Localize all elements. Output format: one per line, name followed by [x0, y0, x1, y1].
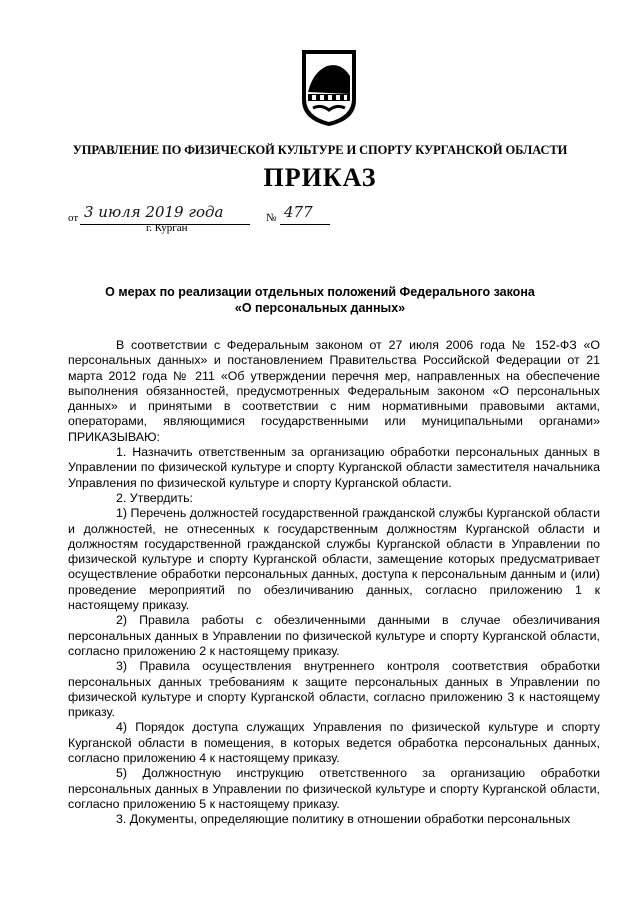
paragraph-subitem-1: 1) Перечень должностей государственной гражданской службы Курганской области и должностей, не отнесенных к государственным должностям Курганской области и должностям государственной гражданской службы Курганской области в Управлении по физической культуре и спорту Курганской области, замещение которых предусматривает осуществление обработки персональных данных, доступа к персональным данным и (или) проведение мероприятий по обезличиванию данных, согласно приложению 1 к настоящему приказу. — [68, 506, 600, 613]
document-type: ПРИКАЗ — [263, 163, 377, 192]
paragraph-subitem-3: 3) Правила осуществления внутреннего контроля соответствия обработки персональных данных требованиям к защите персональных данных в Управлении по физической культуре и спорту Курганской области, согласно приложению 3 к настоящему приказу. — [68, 659, 600, 720]
date-number-line — [68, 205, 358, 227]
agency-name: УПРАВЛЕНИЕ ПО ФИЗИЧЕСКОЙ КУЛЬТУРЕ И СПОРТУ КУРГАНСКОЙ ОБЛАСТИ — [72, 143, 568, 157]
number-underline — [280, 224, 330, 225]
number-label: № — [266, 212, 277, 224]
paragraph-item-1: 1. Назначить ответственным за организацию обработки персональных данных в Управлении по физической культуре и спорту Курганской области заместителя начальника Управления по физической культуре и спорту Курганской области. — [68, 445, 600, 490]
date-from-label: от — [68, 212, 79, 224]
paragraph-subitem-2: 2) Правила работы с обезличенными данными в случае обезличивания персональных данных в Управлении по физической культуре и спорту Курганской области, согласно приложению 2 к настоящему приказу. — [68, 613, 600, 658]
coat-of-arms-emblem — [299, 48, 359, 128]
paragraph-subitem-5: 5) Должностную инструкцию ответственного за организацию обработки персональных данных в Управлении по физической культуре и спорту Курганской области, согласно приложению 5 к настоящему приказу. — [68, 766, 600, 811]
city-label: г. Курган — [146, 222, 188, 234]
paragraph-subitem-4: 4) Порядок доступа служащих Управления по физической культуре и спорту Курганской области в помещения, в которых ведется обработка персональных данных, согласно приложению 4 к настоящему приказу. — [68, 720, 600, 766]
paragraph-preamble: В соответствии с Федеральным законом от 27 июля 2006 года № 152-ФЗ «О персональных данных» и постановлением Правительства Российской Федерации от 21 марта 2012 года № 211 «Об утверждении перечня мер, направленных на обеспечение выполнения обязанностей, предусмотренных Федеральным законом «О персональных данных» и принятыми в соответствии с ним нормативными правовыми актами, операторами, являющимися государственными или муниципальными органами» ПРИКАЗЫВАЮ: — [68, 338, 600, 444]
order-body — [68, 338, 600, 828]
paragraph-item-2: 2. Утвердить: — [116, 490, 193, 505]
handwritten-date: 3 июля 2019 года — [84, 203, 224, 221]
order-title-line2: «О персональных данных» — [234, 301, 406, 315]
paragraph-item-3: 3. Документы, определяющие политику в отношении обработки персональных — [116, 812, 571, 827]
order-title — [0, 284, 640, 316]
order-title-line1: О мерах по реализации отдельных положений Федерального закона — [105, 285, 535, 299]
handwritten-number: 477 — [284, 203, 313, 221]
